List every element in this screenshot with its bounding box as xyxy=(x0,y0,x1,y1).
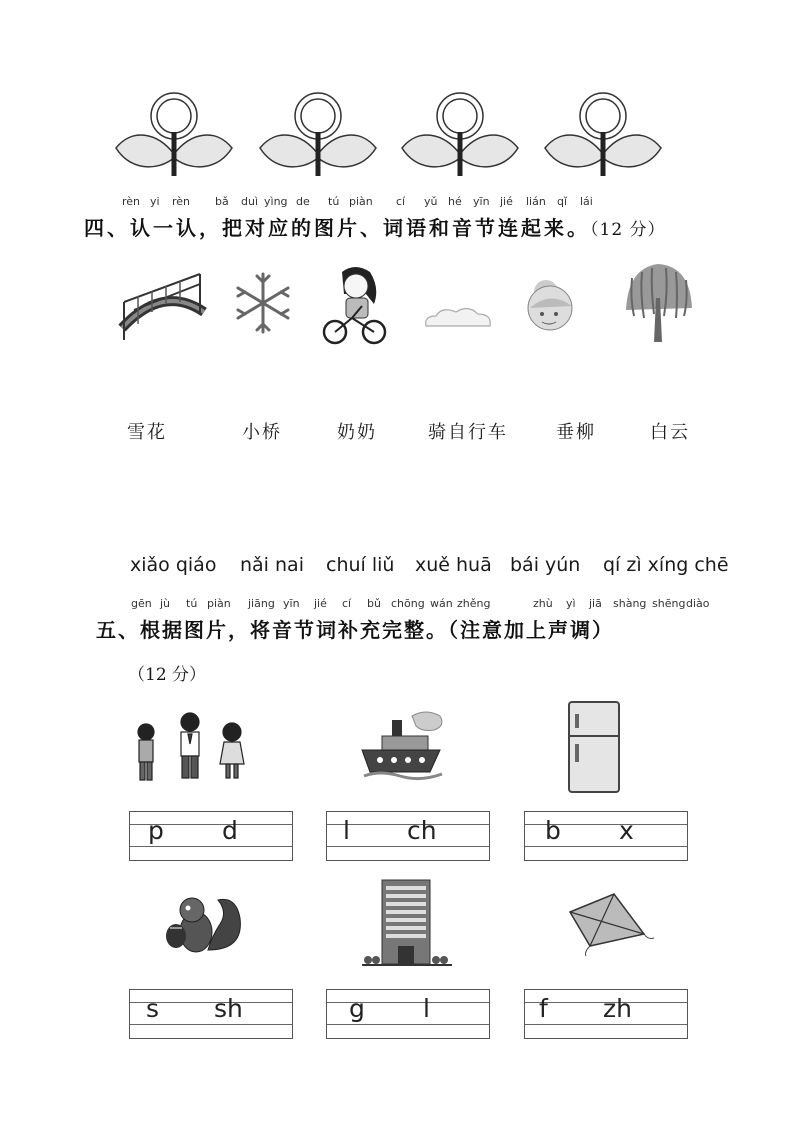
pinyin: hé xyxy=(448,195,462,208)
pinyin: diào xyxy=(686,597,710,610)
pinyin: yì xyxy=(566,597,576,610)
children-icon xyxy=(132,710,248,786)
pinyin: piàn xyxy=(207,597,231,610)
ship-icon xyxy=(360,706,446,784)
pinyin-writing-box[interactable] xyxy=(524,811,688,861)
syllable-item: xiǎo qiáo xyxy=(130,554,217,576)
pinyin: zhù xyxy=(533,597,553,610)
pinyin: shàng xyxy=(613,597,647,610)
pinyin: yīn xyxy=(473,195,490,208)
kite-icon xyxy=(566,890,658,958)
refrigerator-icon xyxy=(567,700,623,794)
syllable-item: nǎi nai xyxy=(240,554,304,576)
section5-score: （12 分） xyxy=(128,665,207,685)
section4-score: （12 分） xyxy=(590,220,666,240)
pinyin: rèn xyxy=(122,195,141,208)
flower-icon xyxy=(541,92,665,178)
given-letter: s xyxy=(146,994,160,1023)
section4-heading xyxy=(84,212,666,241)
pinyin: jù xyxy=(160,597,171,610)
section4-pinyin xyxy=(0,195,794,209)
pinyin: gēn xyxy=(131,597,152,610)
pinyin: chōng xyxy=(391,597,425,610)
word-item: 小桥 xyxy=(242,422,282,443)
pinyin: bǎ xyxy=(215,195,229,208)
pinyin: qǐ xyxy=(557,195,568,208)
pinyin: lái xyxy=(580,195,593,208)
word-item: 垂柳 xyxy=(556,422,596,443)
given-letter: f xyxy=(539,994,548,1023)
word-item: 奶奶 xyxy=(337,422,377,443)
given-letter: x xyxy=(619,816,634,845)
flower-icon xyxy=(256,92,380,178)
word-item: 骑自行车 xyxy=(428,422,508,443)
section5-pinyin xyxy=(0,597,794,611)
pinyin: jiāng xyxy=(248,597,275,610)
pinyin: yīn xyxy=(283,597,300,610)
girl-on-bicycle-icon xyxy=(322,264,388,346)
given-letter: ch xyxy=(407,816,437,845)
pinyin-writing-box[interactable] xyxy=(129,811,293,861)
pinyin-writing-box[interactable] xyxy=(326,989,490,1039)
given-letter: l xyxy=(343,816,350,845)
pinyin: rèn xyxy=(172,195,191,208)
pinyin: zhěng xyxy=(457,597,491,610)
given-letter: g xyxy=(349,994,365,1023)
pinyin: jié xyxy=(314,597,327,610)
pinyin: yǔ xyxy=(424,195,438,208)
pinyin-writing-box[interactable] xyxy=(129,989,293,1039)
given-letter: zh xyxy=(603,994,632,1023)
pinyin: de xyxy=(296,195,310,208)
cloud-icon xyxy=(422,304,494,330)
pinyin: jiā xyxy=(589,597,602,610)
snowflake-icon xyxy=(232,272,294,334)
syllable-item: xuě huā xyxy=(415,554,492,576)
pinyin: wán xyxy=(430,597,453,610)
given-letter: d xyxy=(222,816,238,845)
pinyin: tú xyxy=(328,195,340,208)
pinyin: shēng xyxy=(652,597,686,610)
given-letter: p xyxy=(148,816,164,845)
word-item: 雪花 xyxy=(127,422,167,443)
pinyin: cí xyxy=(396,195,406,208)
pinyin: piàn xyxy=(349,195,373,208)
pinyin-writing-box[interactable] xyxy=(524,989,688,1039)
pinyin-writing-box[interactable] xyxy=(326,811,490,861)
pinyin: bǔ xyxy=(367,597,381,610)
building-icon xyxy=(362,878,452,968)
syllable-item: qí zì xíng chē xyxy=(603,554,729,576)
grandma-icon xyxy=(520,276,582,336)
pinyin: cí xyxy=(342,597,352,610)
willow-tree-icon xyxy=(618,258,698,344)
section4-title: 四、认一认，把对应的图片、词语和音节连起来。 xyxy=(84,216,590,240)
given-letter: sh xyxy=(214,994,243,1023)
pinyin: lián xyxy=(526,195,546,208)
flower-icon xyxy=(112,92,236,178)
word-item: 白云 xyxy=(650,422,690,443)
syllable-item: bái yún xyxy=(510,554,581,576)
pinyin: duì xyxy=(241,195,259,208)
syllable-item: chuí liǔ xyxy=(326,554,395,576)
pinyin: yi xyxy=(150,195,160,208)
flower-icon xyxy=(398,92,522,178)
given-letter: l xyxy=(423,994,430,1023)
bridge-icon xyxy=(118,266,208,344)
pinyin: yìng xyxy=(264,195,288,208)
given-letter: b xyxy=(545,816,561,845)
squirrel-icon xyxy=(162,892,244,958)
pinyin: tú xyxy=(186,597,198,610)
pinyin: jié xyxy=(500,195,513,208)
section5-title: 五、根据图片，将音节词补充完整。（注意加上声调） xyxy=(96,618,614,642)
